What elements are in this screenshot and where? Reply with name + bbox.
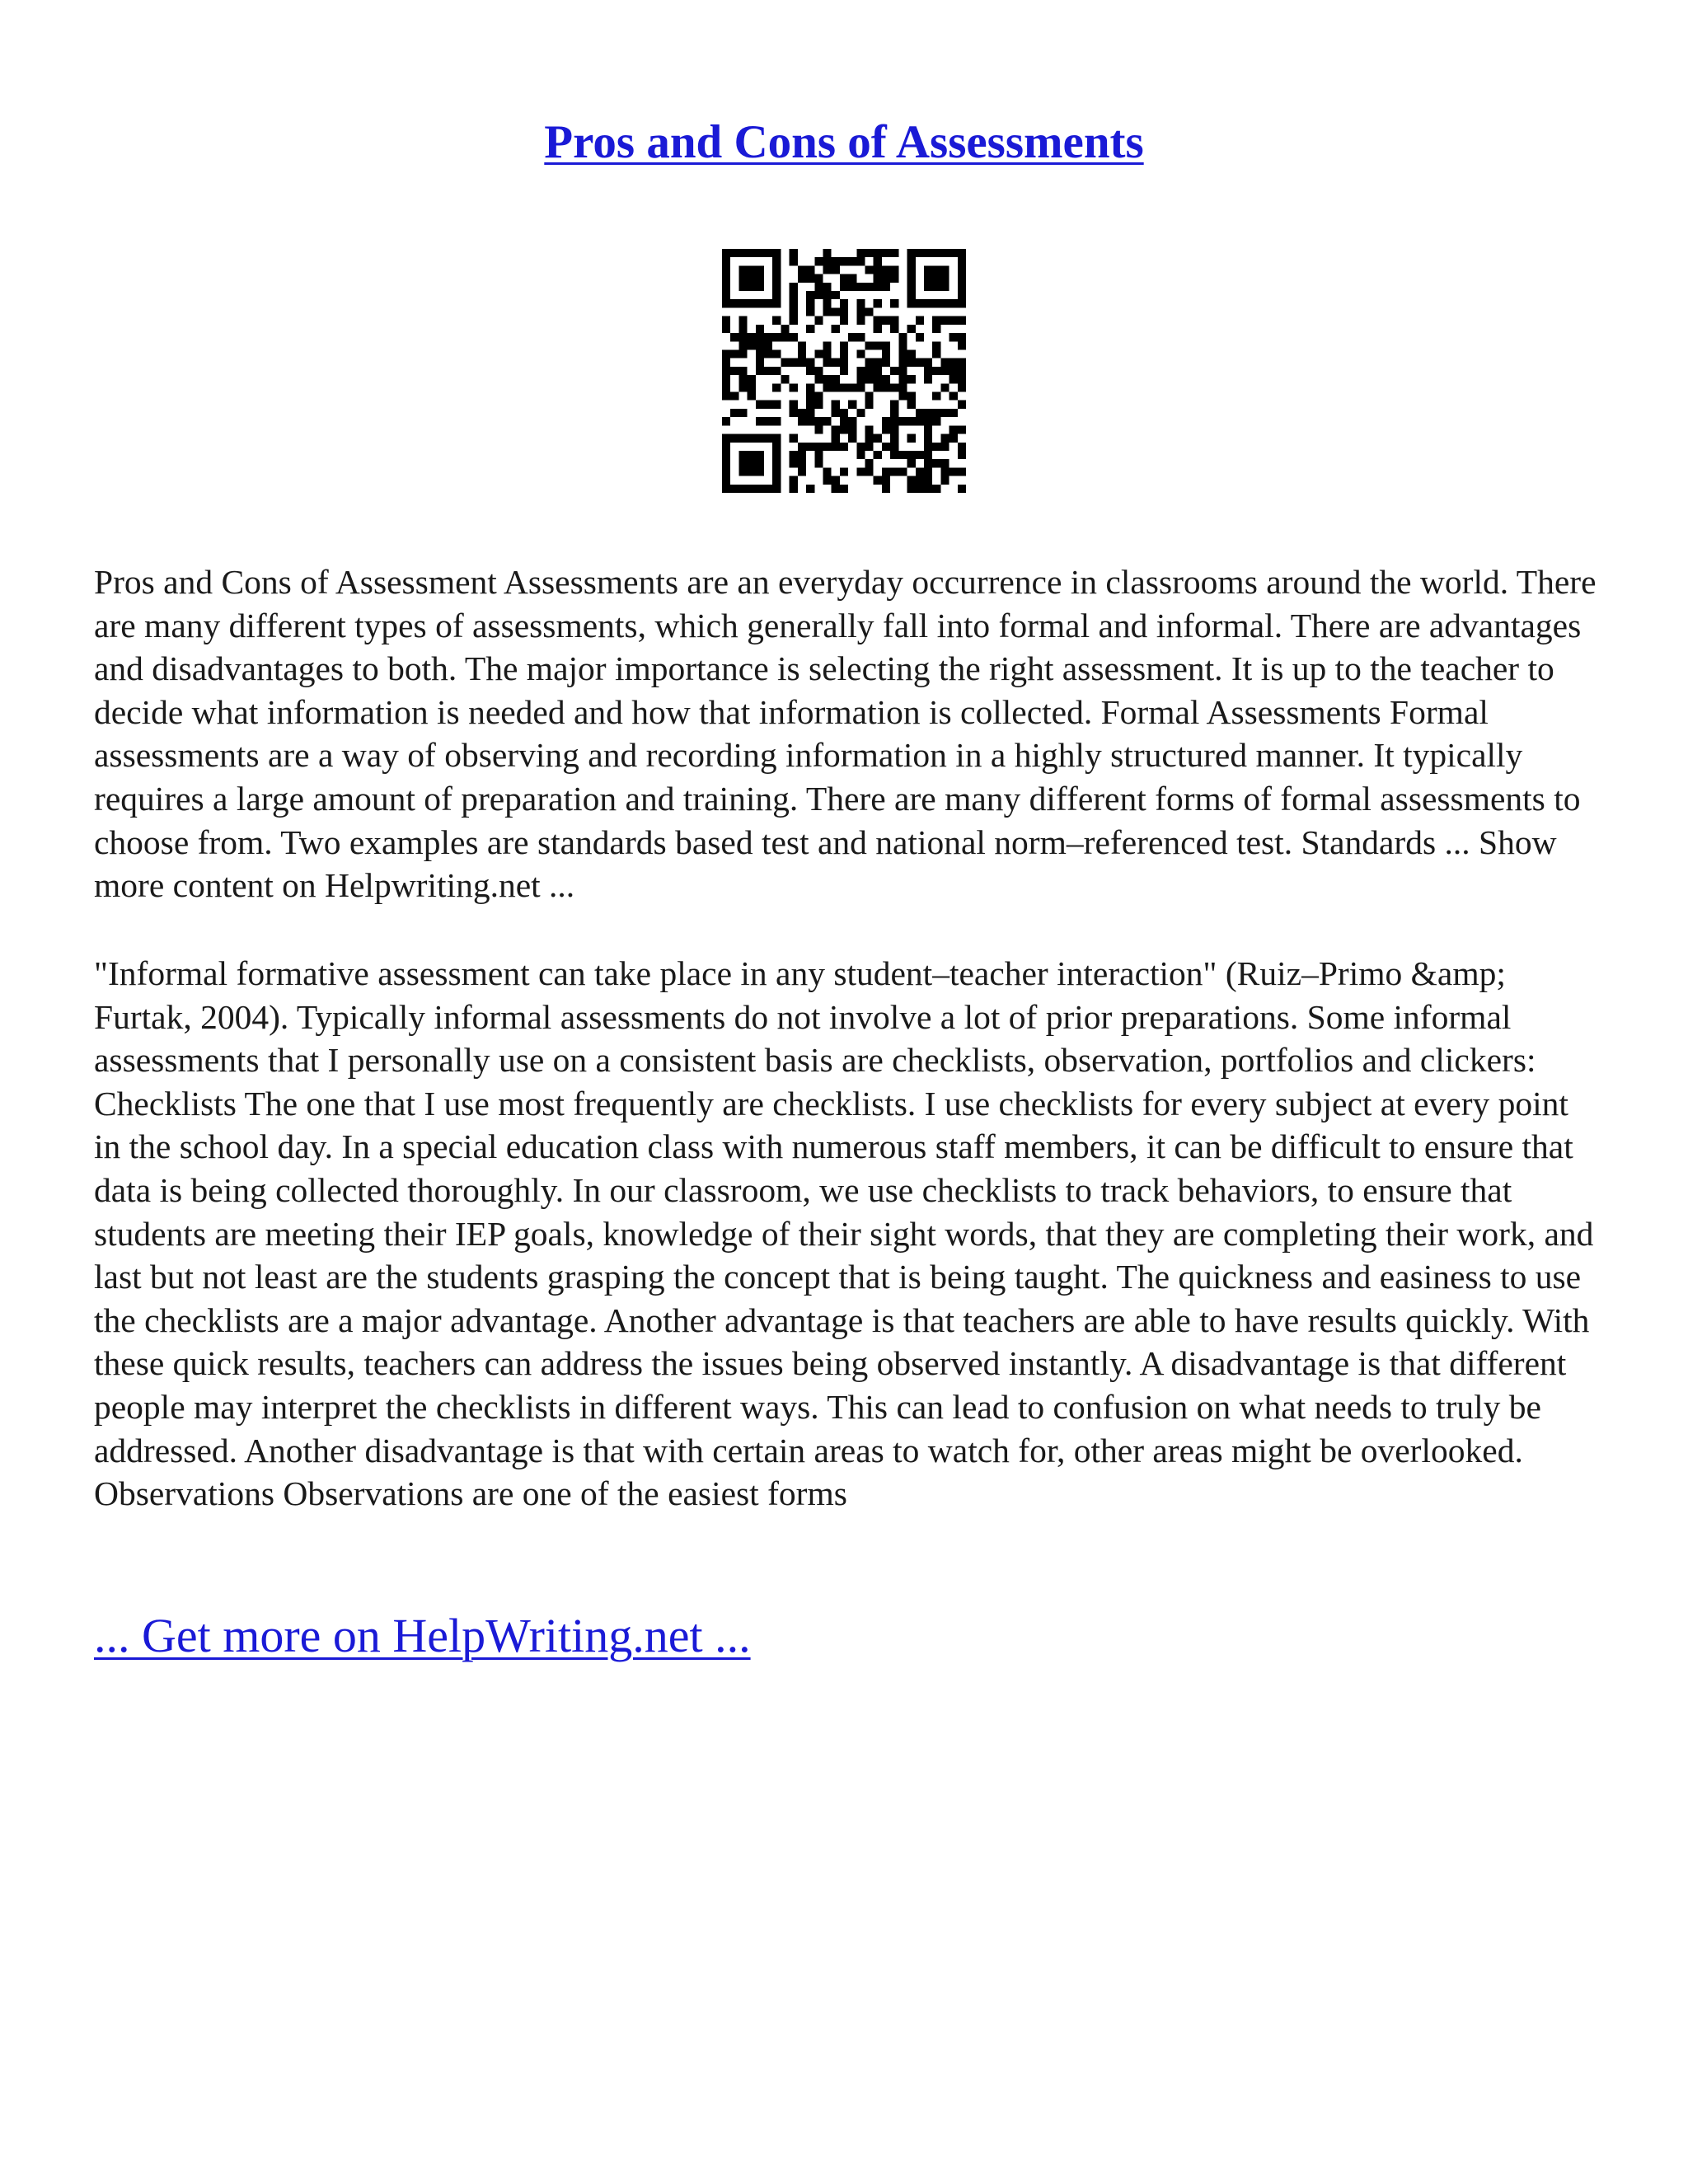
document-title-link[interactable]: Pros and Cons of Assessments (544, 116, 1144, 168)
body-paragraph-1: Pros and Cons of Assessment Assessments are an everyday occurrence in classrooms around the world. There are many different types of assessments, which generally fall into formal and informal. There are advantages and disadvantages to both. The major importance is selecting the right assessment. It is up to the teacher to decide what information is needed and how that information is collected. Formal Assessments Formal assessments are a way of observing and recording information in a highly structured manner. It typically requires a large amount of preparation and training. There are many different forms of formal assessments to choose from. Two examples are standards based test and national norm–referenced test. Standards ... Show more content on Helpwriting.net ... (94, 563, 1597, 905)
qr-code-graphic (722, 249, 966, 493)
body-paragraph-2: "Informal formative assessment can take place in any student–teacher interaction" (Ruiz–Primo &amp; Furtak, 2004). Typically informal assessments do not involve a lot of prior preparations. Some informal assessments that I personally use on a consistent basis are checklists, observation, portfolios and clickers: Checklists The one that I use most frequently are checklists. I use checklists for every subject at every point in the school day. In a special education class with numerous staff members, it can be difficult to ensure that data is being collected thoroughly. In our classroom, we use checklists to track behaviors, to ensure that students are meeting their IEP goals, knowledge of their sight words, that they are completing their work, and last but not least are the students grasping the concept that is being taught. The quickness and easiness to use the checklists are a major advantage. Another advantage is that teachers are able to have results quickly. With these quick results, teachers can address the issues being observed instantly. A disadvantage is that different people may interpret the checklists in different ways. This can lead to confusion on what needs to truly be addressed. Another disadvantage is that with certain areas to watch for, other areas might be overlooked. Observations Observations are one of the easiest forms (94, 954, 1594, 1513)
get-more-link[interactable]: ... Get more on HelpWriting.net ... (94, 1609, 751, 1662)
qr-code (722, 249, 966, 493)
